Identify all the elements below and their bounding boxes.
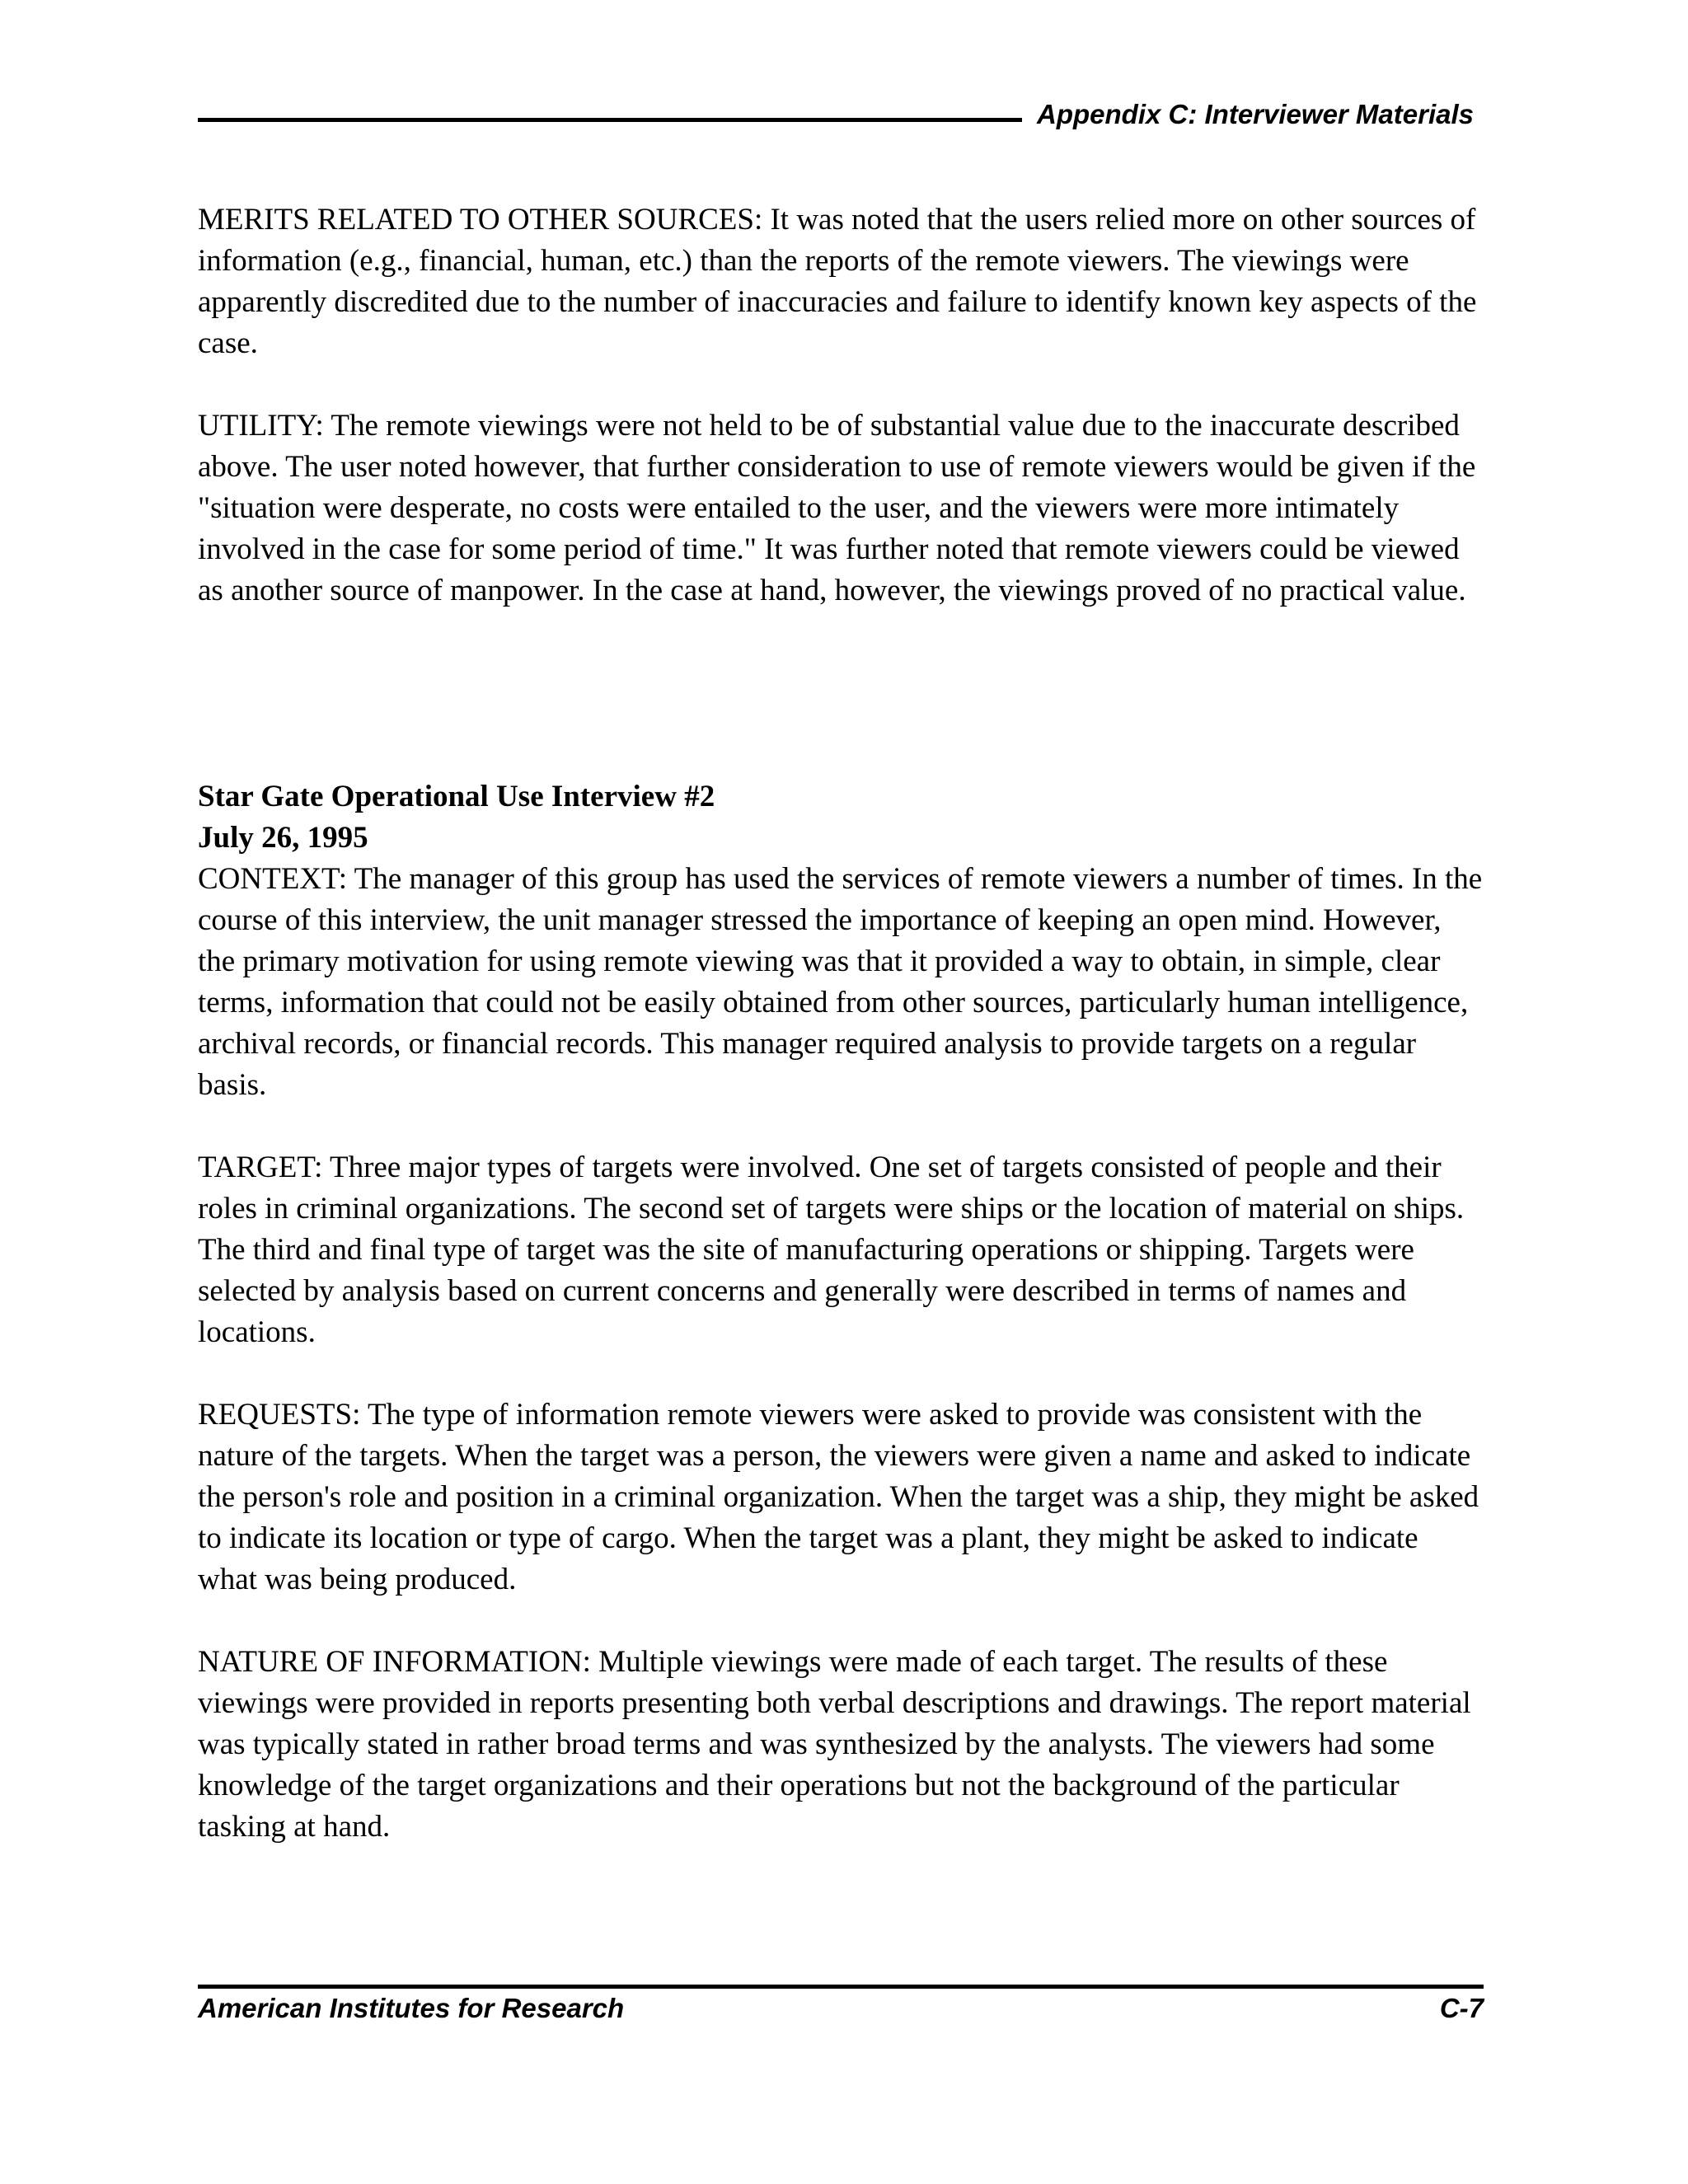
- header-rule: [198, 118, 1022, 122]
- paragraph-nature-of-information: NATURE OF INFORMATION: Multiple viewings were made of each target. The results of these viewings were provided in reports presenting both verbal descriptions and drawings. The report material was typically stated in rather broad terms and was synthesized by the analysts. The viewers had some knowledge of the target organizations and their operations but not the background of the particular tasking at hand.: [198, 1645, 1471, 1844]
- section-spacer: [198, 653, 1484, 776]
- footer-rule: [198, 1985, 1484, 1989]
- section-date: July 26, 1995: [198, 821, 368, 855]
- section-heading: Star Gate Operational Use Interview #2: [198, 780, 715, 813]
- paragraph-utility: UTILITY: The remote viewings were not held to be of substantial value due to the inaccurate described above. The user noted however, that further consideration to use of remote viewers would be given if the "situation were desperate, no costs were entailed to the user, and the viewers were more intimately involved in the case for some period of time." It was further noted that remote viewers could be viewed as another source of manpower. In the case at hand, however, the viewings proved of no practical value.: [198, 409, 1476, 607]
- paragraph-requests: REQUESTS: The type of information remote viewers were asked to provide was consistent with the nature of the targets. When the target was a person, the viewers were given a name and asked to indicate the person's role and position in a criminal organization. When the target was a ship, they might be asked to indicate its location or type of cargo. When the target was a plant, they might be asked to indicate what was being produced.: [198, 1398, 1479, 1596]
- paragraph-context: CONTEXT: The manager of this group has used the services of remote viewers a number of times. In the course of this interview, the unit manager stressed the importance of keeping an open mind. However, the primary motivation for using remote viewing was that it provided a way to obtain, in simple, clear terms, information that could not be easily obtained from other sources, particularly human intelligence, archival records, or financial records. This manager required analysis to provide targets on a regular basis.: [198, 862, 1483, 1102]
- paragraph-merits: MERITS RELATED TO OTHER SOURCES: It was noted that the users relied more on other sources of information (e.g., financial, human, etc.) than the reports of the remote viewers. The viewings were apparently discredited due to the number of inaccuracies and failure to identify known key aspects of the case.: [198, 203, 1477, 360]
- document-body: [198, 199, 1484, 1889]
- footer-page-number: C-7: [1439, 1993, 1484, 2023]
- paragraph-target: TARGET: Three major types of targets were involved. One set of targets consisted of people and their roles in criminal organizations. The second set of targets were ships or the location of material on ships. The third and final type of target was the site of manufacturing operations or shipping. Targets were selected by analysis based on current concerns and generally were described in terms of names and locations.: [198, 1151, 1465, 1349]
- header-title: Appendix C: Interviewer Materials: [1037, 99, 1474, 129]
- footer-organization: American Institutes for Research: [198, 1993, 625, 2023]
